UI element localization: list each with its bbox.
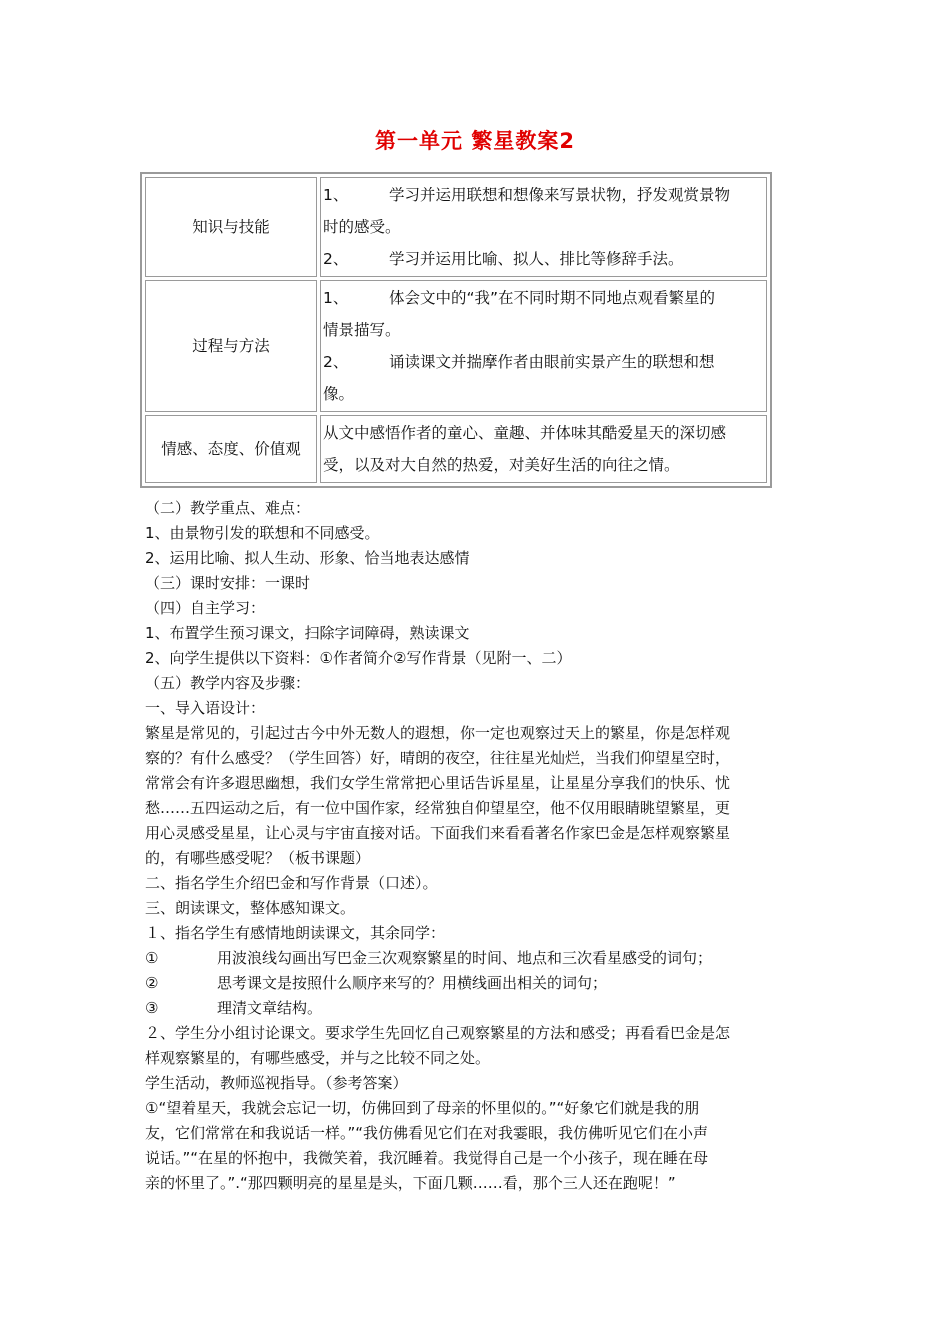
text-line: （五）教学内容及步骤：: [145, 674, 311, 692]
text-line: 三、朗读课文，整体感知课文。: [145, 899, 356, 917]
text-line: （三）课时安排：一课时: [145, 574, 311, 592]
list-item: [145, 996, 805, 1021]
document-title: 第一单元 繁星教案2: [375, 129, 575, 153]
circled-marker: ③: [145, 999, 159, 1017]
text-line: 的，有哪些感受呢？（板书课题）: [145, 849, 371, 867]
item-text-cont: 像。: [323, 385, 355, 403]
item-number: 2、: [323, 250, 349, 268]
list-item-text: 思考课文是按照什么顺序来写的？用横线画出相关的词句；: [217, 974, 608, 992]
text-line: 繁星是常见的，引起过古今中外无数人的遐想，你一定也观察过天上的繁星，你是怎样观: [145, 724, 731, 742]
text-line: 二、指名学生介绍巴金和写作背景（口述）。: [145, 874, 438, 892]
table-row: [145, 415, 767, 483]
text-line: 用心灵感受星星，让心灵与宇宙直接对话。下面我们来看看著名作家巴金是怎样观察繁星: [145, 824, 731, 842]
row-text-line: 从文中感悟作者的童心、童趣、并体味其酷爱星天的深切感: [323, 424, 727, 442]
row-content: [320, 415, 767, 483]
item-number: 2、: [323, 353, 349, 371]
text-line: 常常会有许多遐思幽想，我们女学生常常把心里话告诉星星，让星星分享我们的快乐、忧: [145, 774, 731, 792]
list-item: [145, 971, 805, 996]
text-line: 说话。”“在星的怀抱中，我微笑着，我沉睡着。我觉得自己是一个小孩子，现在睡在母: [145, 1149, 709, 1167]
text-line: （四）自主学习：: [145, 599, 266, 617]
row-text-line: 受，以及对大自然的热爱，对美好生活的向往之情。: [323, 456, 680, 474]
text-line: ２、学生分小组讨论课文。要求学生先回忆自己观察繁星的方法和感受；再看看巴金是怎: [145, 1024, 731, 1042]
text-line: ①“望着星天，我就会忘记一切，仿佛回到了母亲的怀里似的。”“好象它们就是我的朋: [145, 1099, 700, 1117]
text-line: （二）教学重点、难点：: [145, 499, 311, 517]
text-line: 样观察繁星的，有哪些感受，并与之比较不同之处。: [145, 1049, 491, 1067]
objectives-table: [140, 172, 772, 488]
text-line: 愁……五四运动之后，有一位中国作家，经常独自仰望星空，他不仅用眼睛眺望繁星，更: [145, 799, 731, 817]
row-header: 情感、态度、价值观: [145, 415, 317, 483]
row-content: [320, 177, 767, 277]
table-row: [145, 177, 767, 277]
row-content: [320, 280, 767, 412]
text-line: 2、运用比喻、拟人生动、形象、恰当地表达感情: [145, 549, 470, 567]
list-item-text: 理清文章结构。: [217, 999, 323, 1017]
item-text: 学习并运用比喻、拟人、排比等修辞手法。: [389, 250, 684, 268]
text-line: 1、布置学生预习课文，扫除字词障碍，熟读课文: [145, 624, 470, 642]
text-line: 2、向学生提供以下资料：①作者简介②写作背景（见附一、二）: [145, 649, 572, 667]
text-line: 亲的怀里了。”.“那四颗明亮的星星是头，下面几颗……看，那个三人还在跑呢！”: [145, 1174, 676, 1192]
lesson-body: [145, 496, 805, 1196]
item-text-cont: 情景描写。: [323, 321, 401, 339]
text-line: １、指名学生有感情地朗读课文，其余同学：: [145, 924, 446, 942]
circled-marker: ①: [145, 949, 159, 967]
text-line: 1、由景物引发的联想和不同感受。: [145, 524, 380, 542]
item-number: 1、: [323, 186, 349, 204]
row-header: 知识与技能: [145, 177, 317, 277]
row-header: 过程与方法: [145, 280, 317, 412]
table-row: [145, 280, 767, 412]
item-number: 1、: [323, 289, 349, 307]
text-line: 察的？有什么感受？（学生回答）好，晴朗的夜空，往往星光灿烂，当我们仰望星空时，: [145, 749, 731, 767]
item-text-cont: 时的感受。: [323, 218, 401, 236]
text-line: 一、导入语设计：: [145, 699, 266, 717]
text-line: 友，它们常常在和我说话一样。”“我仿佛看见它们在对我霎眼，我仿佛听见它们在小声: [145, 1124, 709, 1142]
item-text: 体会文中的“我”在不同时期不同地点观看繁星的: [389, 289, 716, 307]
text-line: 学生活动，教师巡视指导。（参考答案）: [145, 1074, 408, 1092]
circled-marker: ②: [145, 974, 159, 992]
item-text: 学习并运用联想和想像来写景状物，抒发观赏景物: [389, 186, 731, 204]
list-item: [145, 946, 805, 971]
item-text: 诵读课文并揣摩作者由眼前实景产生的联想和想: [389, 353, 715, 371]
list-item-text: 用波浪线勾画出写巴金三次观察繁星的时间、地点和三次看星感受的词句；: [217, 949, 713, 967]
